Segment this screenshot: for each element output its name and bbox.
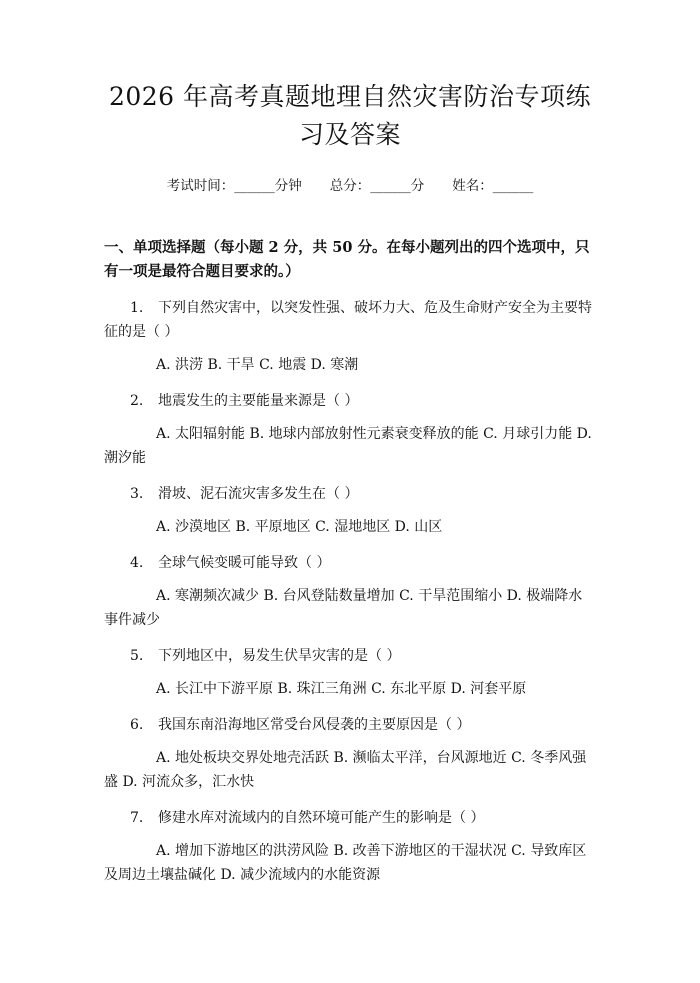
document-title: 2026 年高考真题地理自然灾害防治专项练习及答案: [108, 82, 592, 149]
question-text: 地震发生的主要能量来源是（ ）: [158, 393, 359, 409]
question-stem: [104, 296, 596, 344]
question-number: 4.: [130, 555, 144, 571]
question-options: A. 沙漠地区 B. 平原地区 C. 湿地地区 D. 山区: [156, 519, 443, 535]
question-number: 3.: [130, 486, 144, 502]
exam-meta: [104, 176, 596, 196]
question-stem: [104, 713, 596, 737]
question-number: 7.: [130, 810, 144, 826]
question-stem: [104, 644, 596, 668]
question-stem: [104, 806, 596, 830]
question-stem: [104, 551, 596, 575]
question-options: A. 增加下游地区的洪涝风险 B. 改善下游地区的干湿状况 C. 导致库区及周边土壤盐碱化 D. 减少流域内的水能资源: [104, 843, 587, 883]
question-stem: [104, 482, 596, 506]
question-options: A. 地处板块交界处地壳活跃 B. 濒临太平洋，台风源地近 C. 冬季风强盛 D. 河流众多，汇水快: [104, 750, 587, 790]
question-options: A. 寒潮频次减少 B. 台风登陆数量增加 C. 干旱范围缩小 D. 极端降水事件减少: [104, 588, 583, 628]
question-text: 下列地区中，易发生伏旱灾害的是（ ）: [158, 648, 401, 664]
question-number: 1.: [130, 300, 144, 316]
question-options: A. 太阳辐射能 B. 地球内部放射性元素衰变释放的能 C. 月球引力能 D. 潮汐能: [104, 426, 592, 466]
question-number: 5.: [130, 648, 144, 664]
question-number: 6.: [130, 717, 144, 733]
total-score-field: 总分：______分: [329, 178, 425, 194]
section-heading: 一、单项选择题（每小题 2 分，共 50 分。在每小题列出的四个选项中，只有一项是最符合题目要求的。）: [104, 239, 590, 280]
question-list: [104, 296, 596, 887]
question-text: 下列自然灾害中，以突发性强、破坏力大、危及生命财产安全为主要特征的是（ ）: [104, 300, 592, 340]
student-name-field: 姓名：______: [452, 178, 534, 194]
question-options: A. 洪涝 B. 干旱 C. 地震 D. 寒潮: [156, 357, 359, 373]
document-page: [0, 78, 700, 983]
question-text: 滑坡、泥石流灾害多发生在（ ）: [158, 486, 359, 502]
question-text: 全球气候变暖可能导致（ ）: [158, 555, 331, 571]
question-options: A. 长江中下游平原 B. 珠江三角洲 C. 东北平原 D. 河套平原: [156, 681, 527, 697]
question-stem: [104, 389, 596, 413]
question-text: 修建水库对流域内的自然环境可能产生的影响是（ ）: [158, 810, 485, 826]
exam-time-field: 考试时间：______分钟: [166, 178, 302, 194]
question-number: 2.: [130, 393, 144, 409]
question-text: 我国东南沿海地区常受台风侵袭的主要原因是（ ）: [158, 717, 471, 733]
